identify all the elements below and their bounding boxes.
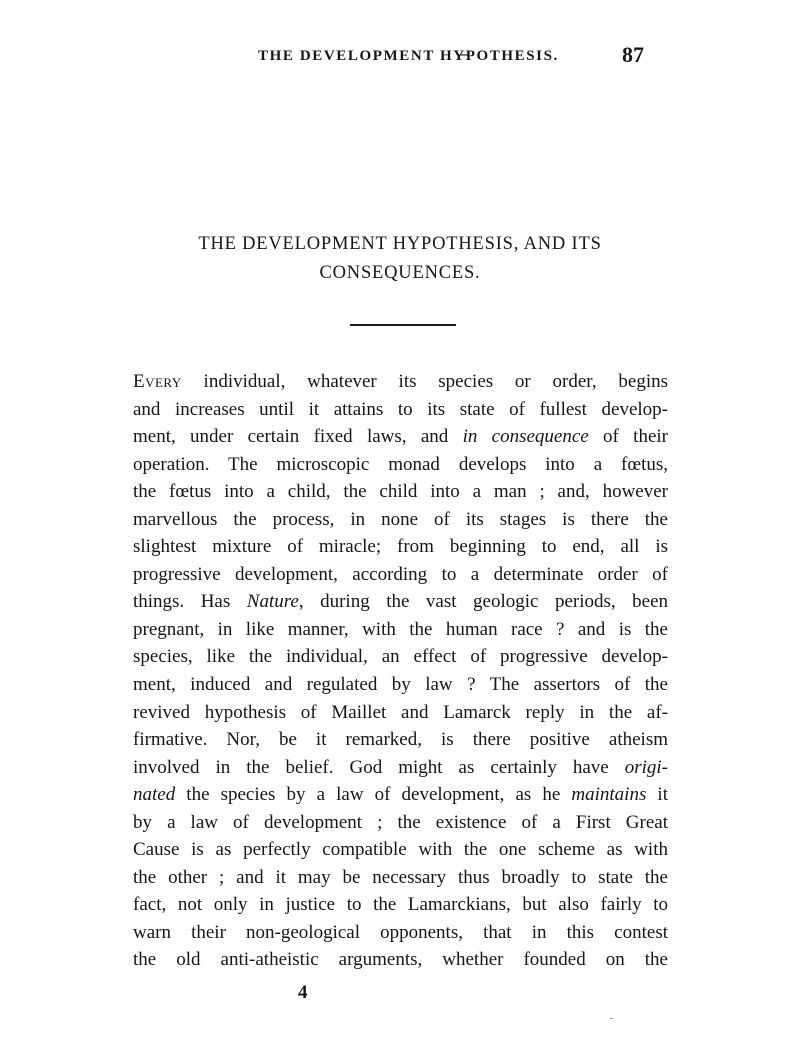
text-line: warn their non-geological opponents, that in this contest: [133, 921, 668, 943]
paper-speck: [610, 1018, 613, 1019]
italic-phrase: in consequence: [462, 426, 589, 448]
text-line: by a law of development ; the existence of a First Great: [133, 811, 668, 833]
chapter-title-line-2: CONSEQUENCES.: [319, 263, 481, 283]
text-line: slightest mixture of miracle; from beginning to end, all is: [133, 536, 668, 558]
body-paragraph: [133, 368, 668, 974]
italic-word: Nature: [246, 591, 299, 613]
running-head: THE DEVELOPMENT HY̶POTHESIS.: [258, 48, 559, 64]
text-line: firmative. Nor, be it remarked, is there positive atheism: [133, 729, 668, 751]
text-line: fact, not only in justice to the Lamarckians, but also fairly to: [133, 894, 668, 916]
text-line: the other ; and it may be necessary thus broadly to state the: [133, 866, 668, 888]
text-line: nated the species by a law of development, as he maintains it: [133, 784, 668, 806]
text-line: the old anti-atheistic arguments, whether founded on the: [133, 949, 668, 971]
text-line: ment, induced and regulated by law ? The assertors of the: [133, 674, 668, 696]
chapter-title-line-1: THE DEVELOPMENT HYPOTHESIS, AND ITS: [198, 234, 602, 254]
text-line: marvellous the process, in none of its stages is there the: [133, 508, 668, 530]
text-line: involved in the belief. God might as certainly have origi-: [133, 756, 668, 778]
italic-word: nated: [133, 784, 176, 806]
page-number: 87: [622, 42, 644, 67]
italic-word: origi-: [624, 756, 668, 778]
text-line: the fœtus into a child, the child into a man ; and, however: [133, 481, 668, 503]
text-line: things. Has Nature, during the vast geologic periods, been: [133, 591, 669, 613]
text-line: and increases until it attains to its state of fullest develop-: [133, 398, 668, 420]
drop-word: Every: [133, 371, 182, 392]
chapter-title: [120, 230, 680, 288]
italic-word: maintains: [571, 784, 647, 806]
text-line: revived hypothesis of Maillet and Lamarck reply in the af-: [133, 701, 668, 723]
signature-mark: 4: [298, 982, 308, 1003]
text-line: Cause is as perfectly compatible with the one scheme as with: [133, 839, 668, 861]
text-line: operation. The microscopic monad develops into a fœtus,: [133, 453, 668, 475]
text-line: ment, under certain fixed laws, and in consequence of their: [133, 426, 668, 448]
text-line: pregnant, in like manner, with the human race ? and is the: [133, 618, 668, 640]
title-divider-rule: [350, 324, 456, 326]
text-line: progressive development, according to a determinate order of: [133, 563, 668, 585]
text-line: Every individual, whatever its species or order, begins: [133, 371, 668, 392]
text-line: species, like the individual, an effect of progressive develop-: [133, 646, 668, 668]
